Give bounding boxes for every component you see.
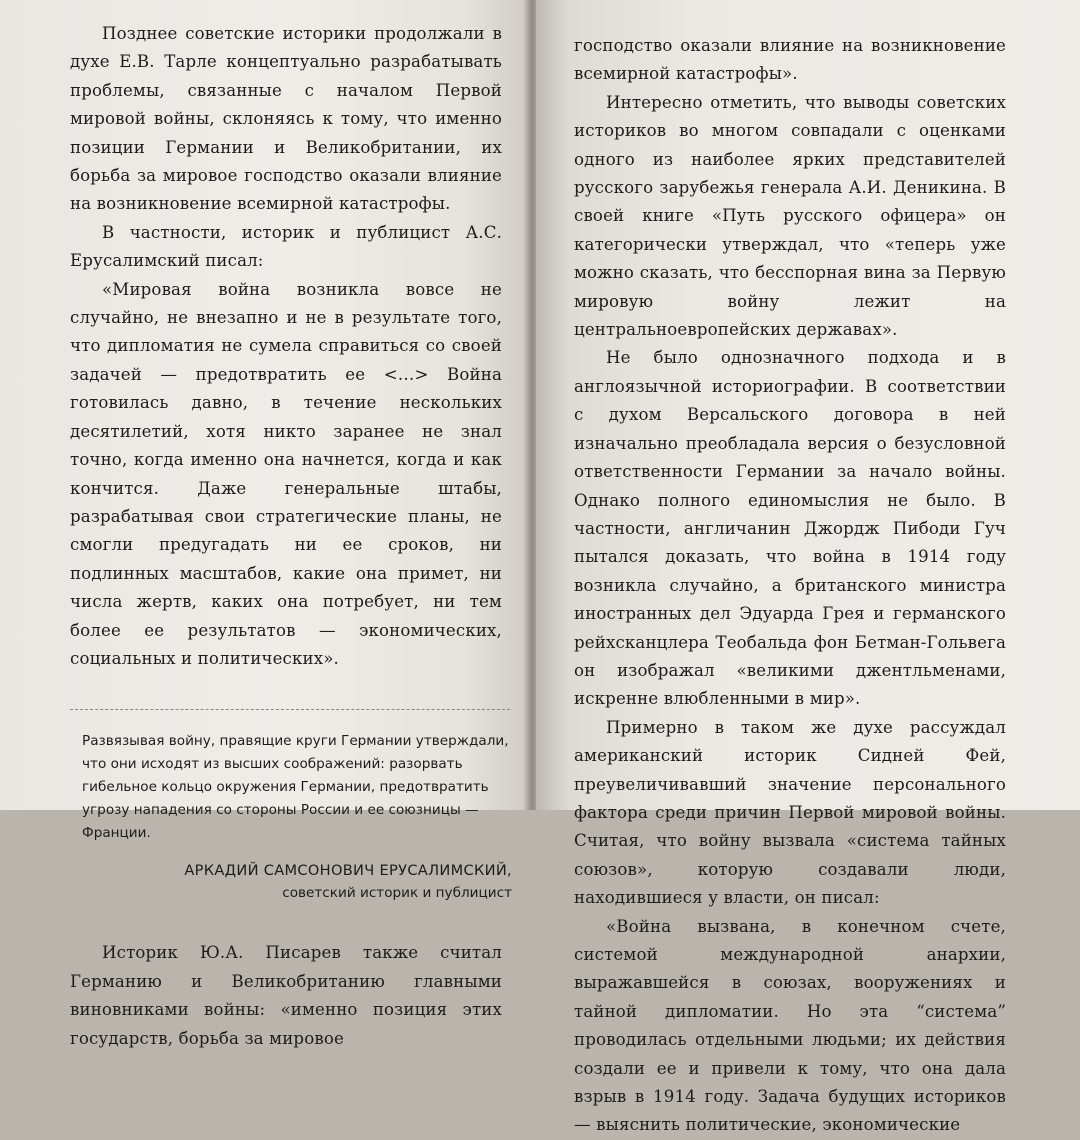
paragraph: господство оказали влияние на возникновение всемирной катастрофы». [574, 36, 1006, 84]
left-page [0, 0, 528, 1048]
block-quote: «Мировая война возникла вовсе не случайно, не внезапно и не в результате того, что дипломатия не сумела справиться со своей задачей — предотвратить ее <…> Война готовилась давно, в течение нескольких десятилетий, хотя никто заранее не знал точно, когда именно она начнется, когда и как кончится. Даже генеральные штабы, разрабатывая свои стратегические планы, не смогли предугадать ни ее сроков, ни подлинных масштабов, какие она примет, ни числа жертв, каких она потребует, ни тем более ее результатов — экономических, социальных и политических». [70, 279, 502, 668]
sidebar-quote-role: советский историк и публицист [282, 885, 512, 902]
paragraph: Примерно в таком же духе рассуждал американский историк Сидней Фей, преувеличивавший значение персонального фактора среди причин Первой мировой войны. Считая, что войну вызвала «система тайных союзов», которую создавали люди, находившиеся у власти, он писал: [574, 717, 1006, 908]
sidebar-quote-author: АРКАДИЙ САМСОНОВИЧ ЕРУСАЛИМСКИЙ, [184, 862, 512, 880]
paragraph: Интересно отметить, что выводы советских историков во многом совпадали с оценками одного из наиболее ярких представителей русского зарубежья генерала А.И. Деникина. В своей книге «Путь русского офицера» он категорически утверждал, что «теперь уже можно сказать, что бесспорная вина за Первую мировую войну лежит на центральноевропейских державах». [574, 92, 1006, 340]
sidebar-quote [70, 730, 512, 905]
left-column [70, 0, 502, 673]
paragraph: Историк Ю.А. Писарев также считал Германию и Великобританию главными виновниками войны: «именно позиция этих государств, борьба за мировое [70, 943, 502, 1048]
divider [70, 709, 510, 710]
left-bottom-text [70, 939, 502, 1053]
right-column [574, 0, 1006, 1140]
block-quote: «Война вызвана, в конечном счете, системой международной анархии, выражавшейся в союзах, вооружениях и тайной дипломатии. Но эта “система” проводилась отдельными людьми; их действия создали ее и привели к тому, что она дала взрыв в 1914 году. Задача будущих историков — выяснить политические, экономические [574, 916, 1006, 1135]
paragraph: В частности, историк и публицист А.С. Ерусалимский писал: [70, 222, 502, 271]
paragraph: Не было однозначного подхода и в англоязычной историографии. В соответствии с духом Версальского договора в ней изначально преобладала версия о безусловной ответственности Германии за начало войны. Однако полного единомыслия не было. В частности, англичанин Джордж Пибоди Гуч пытался доказать, что война в 1914 году возникла случайно, а британского министра иностранных дел Эдуарда Грея и германского рейхсканцлера Теобальда фон Бетман-Гольвега он изображал «великими джентльменами, искренне влюбленными в мир». [574, 348, 1006, 709]
right-page [536, 0, 1080, 1135]
paragraph: Позднее советские историки продолжали в духе Е.В. Тарле концептуально разрабатывать проблемы, связанные с началом Первой мировой войны, склоняясь к тому, что именно позиции Германии и Великобритании, их борьба за мировое господство оказали влияние на возникновение всемирной катастрофы. [70, 24, 502, 214]
sidebar-quote-text: Развязывая войну, правящие круги Германии утверждали, что они исходят из высших соображений: разорвать гибельное кольцо окружения Германии, предотвратить угрозу нападения со стороны России и ее союзницы — Франции. [82, 733, 509, 842]
